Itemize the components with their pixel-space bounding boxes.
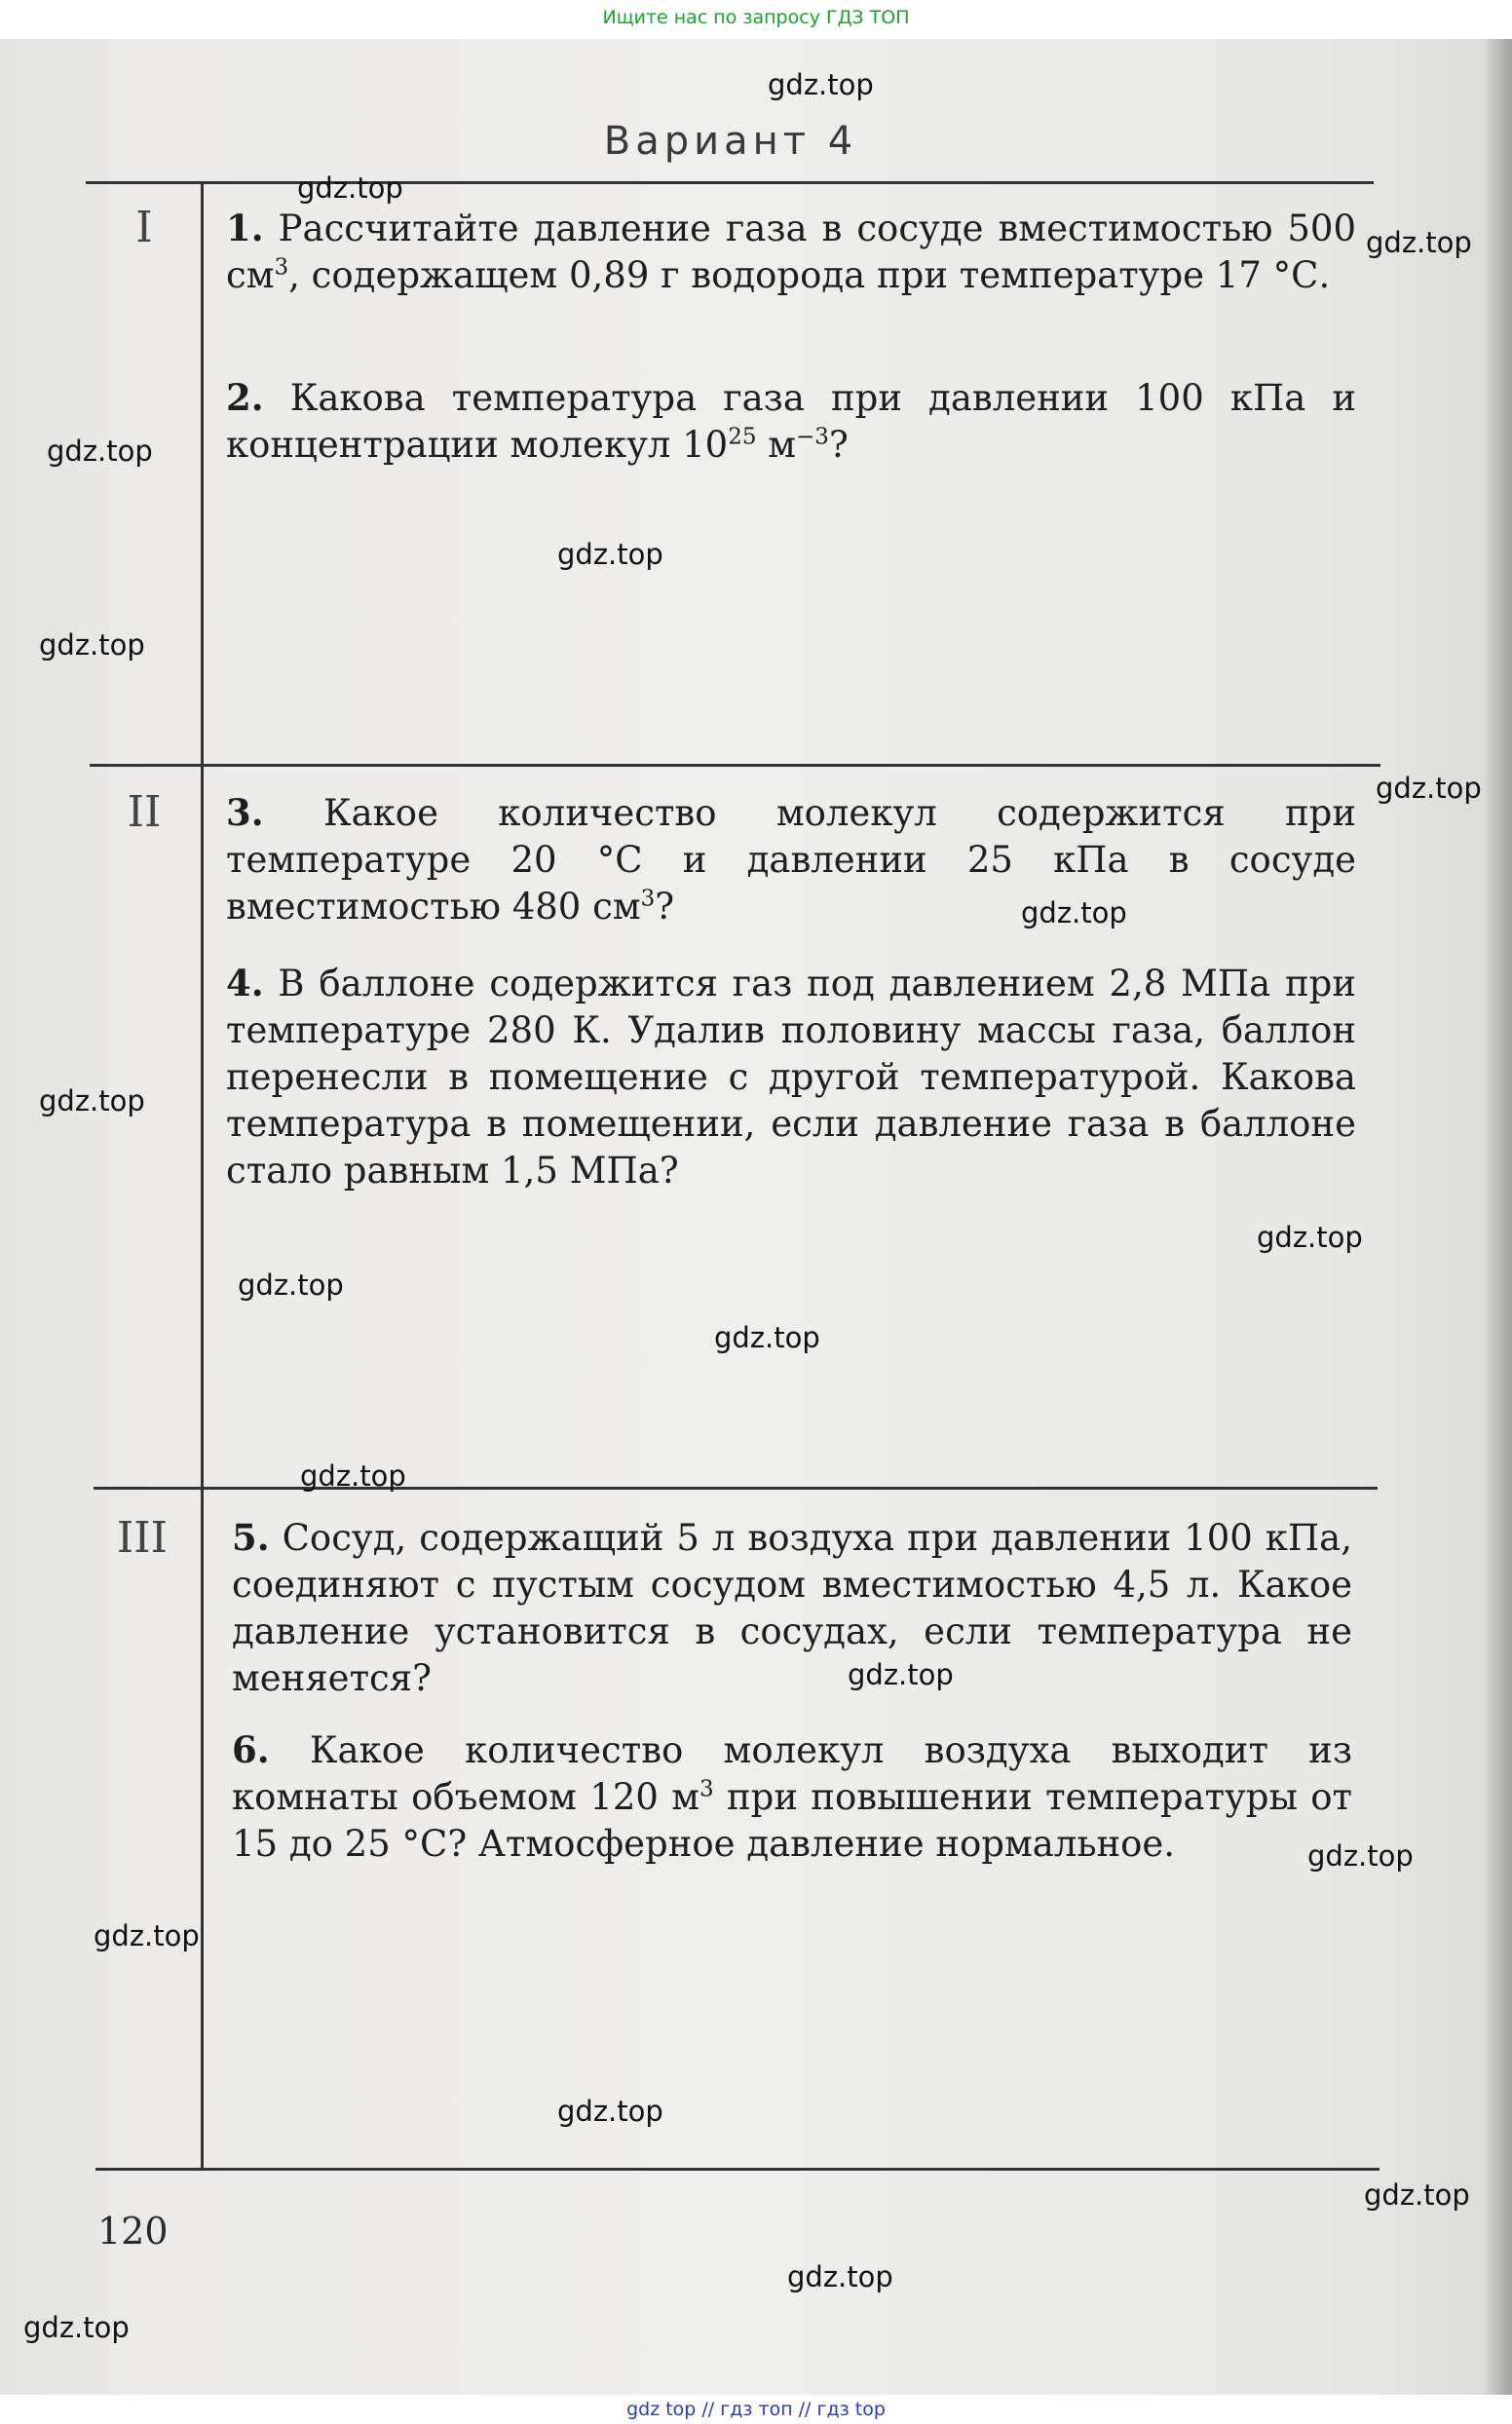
watermark: gdz.top	[1307, 1839, 1414, 1873]
task-2	[226, 374, 1356, 469]
watermark: gdz.top	[557, 2095, 663, 2128]
variant-title: Вариант 4	[603, 119, 858, 164]
section-divider-2	[94, 1487, 1378, 1490]
watermark: gdz.top	[1364, 2178, 1470, 2212]
page-edge-shadow	[1483, 0, 1512, 2424]
task-6	[232, 1726, 1352, 1868]
task-text: Сосуд, содержащий 5 л воздуха при давлении 100 кПа, соединяют с пустым сосудом вместимостью 4,5 л. Какое давление установится в сосудах, если температура не меняется?	[232, 1517, 1352, 1699]
watermark: gdz.top	[714, 1321, 820, 1354]
watermark: gdz.top	[1376, 772, 1482, 805]
task-3	[226, 789, 1356, 930]
task-1	[226, 205, 1356, 299]
bottom-banner[interactable]: gdz top // гдз топ // гдз top	[0, 2395, 1512, 2424]
task-text: м	[756, 424, 797, 466]
superscript: 25	[728, 424, 757, 450]
task-text: ?	[655, 886, 675, 928]
watermark: gdz.top	[1021, 896, 1127, 929]
watermark: gdz.top	[94, 1919, 200, 1952]
watermark: gdz.top	[238, 1269, 344, 1302]
section-divider-1	[90, 764, 1380, 767]
task-text: , содержащем 0,89 г водорода при температуре 17 °С.	[288, 254, 1331, 296]
superscript: 3	[640, 886, 656, 912]
task-number: 2.	[226, 376, 264, 419]
section-number-i: I	[135, 203, 153, 252]
watermark: gdz.top	[848, 1658, 954, 1691]
task-number: 6.	[232, 1728, 270, 1771]
watermark: gdz.top	[39, 628, 145, 662]
task-text: Какое количество молекул воздуха выходит из комнаты объемом 120 м	[232, 1729, 1352, 1818]
superscript: −3	[796, 424, 829, 450]
task-text: при повышении температуры от 15 до 25 °С? Атмосферное давление нормальное.	[232, 1776, 1353, 1865]
watermark: gdz.top	[557, 538, 663, 571]
task-text: Какое количество молекул содержится при температуре 20 °С и давлении 25 кПа в сосуде вместимостью 480 см	[226, 792, 1356, 928]
table-bottom-line	[95, 2168, 1380, 2171]
superscript: 3	[274, 254, 289, 281]
task-4	[226, 960, 1356, 1194]
task-number: 4.	[226, 962, 264, 1004]
task-text: В баллоне содержится газ под давлением 2,8 МПа при температуре 280 К. Удалив половину массы газа, баллон перенесли в помещение с другой температурой. Какова температура в помещении, если давление газа в баллоне стало равным 1,5 МПа?	[226, 963, 1356, 1192]
task-number: 3.	[226, 791, 264, 834]
task-5	[232, 1514, 1352, 1702]
watermark: gdz.top	[47, 435, 153, 468]
task-text: Какова температура газа при давлении 100 кПа и концентрации молекул 10	[226, 377, 1356, 466]
watermark: gdz.top	[768, 68, 874, 101]
watermark: gdz.top	[1366, 226, 1472, 259]
task-text: ?	[828, 424, 849, 466]
watermark: gdz.top	[1257, 1221, 1363, 1254]
section-number-ii: II	[127, 787, 162, 837]
watermark: gdz.top	[39, 1084, 145, 1117]
watermark: gdz.top	[297, 171, 403, 205]
task-text: Рассчитайте давление газа в сосуде вместимостью 500 см	[226, 208, 1357, 296]
watermark: gdz.top	[787, 2260, 893, 2293]
table-top-line	[86, 181, 1374, 184]
watermark: gdz.top	[300, 1459, 406, 1493]
task-number: 1.	[226, 207, 264, 249]
section-number-iii: III	[116, 1513, 169, 1563]
task-number: 5.	[232, 1516, 270, 1559]
table-column-divider	[201, 181, 204, 2169]
watermark: gdz.top	[23, 2311, 130, 2344]
page-number: 120	[97, 2210, 169, 2253]
superscript: 3	[699, 1776, 714, 1802]
top-banner[interactable]: Ищите нас по запросу ГДЗ ТОП	[0, 0, 1512, 39]
